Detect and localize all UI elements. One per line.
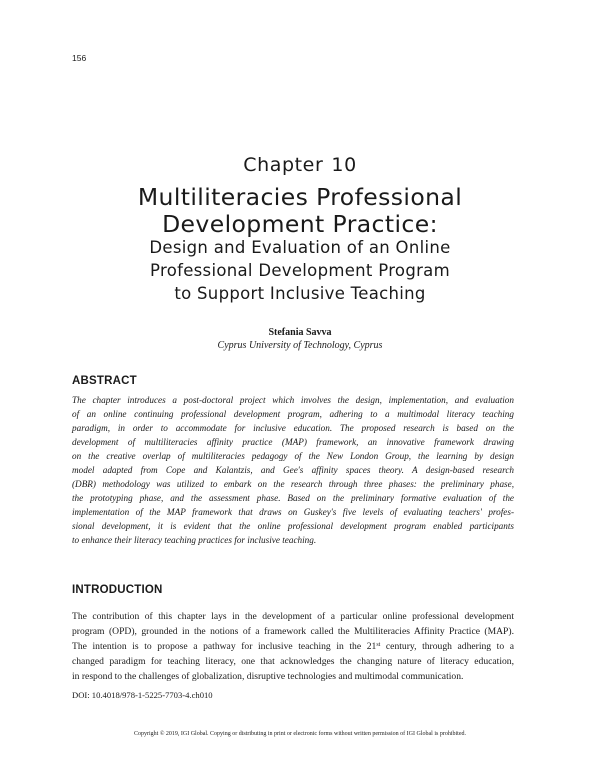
- chapter-title-line-2: Development Practice:: [162, 210, 438, 238]
- chapter-subtitle-line-3: to Support Inclusive Teaching: [174, 284, 426, 303]
- introduction-line: in respond to the challenges of globalization, disruptive technologies and multimodal communication.: [72, 671, 464, 682]
- chapter-label: [0, 154, 600, 176]
- chapter-subtitle-line-1: Design and Evaluation of an Online: [149, 238, 451, 257]
- chapter-number: 10: [331, 154, 357, 176]
- introduction-line: changed paradigm for teaching literacy, one that acknowledges the changing nature of literacy education,: [72, 656, 514, 667]
- author-affiliation: Cyprus University of Technology, Cyprus: [217, 340, 383, 351]
- ordinal-suffix: st: [376, 642, 381, 648]
- abstract-line: the prototyping phase, and the assessment phase. Based on the preliminary formative evaluation of the: [72, 493, 514, 503]
- abstract-line: (DBR) methodology was utilized to embark on the research through three phases: the preliminary phase,: [72, 479, 514, 489]
- chapter-subtitle-line-2: Professional Development Program: [150, 261, 450, 280]
- abstract-line: implementation of the MAP framework that draws on Guskey's five levels of evaluating teachers' profes-: [72, 507, 514, 517]
- introduction-line: program (OPD), grounded in the notions of a framework called the Multiliteracies Affinity Practice (MAP).: [72, 626, 514, 637]
- chapter-word: Chapter: [243, 154, 324, 176]
- abstract-line: of an online continuing professional development program, adhering to a multimodal literacy teaching: [72, 409, 514, 419]
- abstract-heading: ABSTRACT: [72, 375, 137, 387]
- doi: DOI: 10.4018/978-1-5225-7703-4.ch010: [72, 690, 213, 700]
- abstract-line: paradigm, in order to accommodate for inclusive education. The proposed research is based on the: [72, 423, 514, 433]
- abstract-line: model adapted from Cope and Kalantzis, and Gee's affinity spaces theory. A design-based research: [72, 465, 514, 475]
- introduction-line: The contribution of this chapter lays in the development of a particular online professional development: [72, 611, 514, 622]
- abstract-line: to enhance their literacy teaching practices for inclusive teaching.: [72, 535, 317, 545]
- abstract-line: on the creative overlap of multiliteracies pedagogy of the New London Group, the learning by design: [72, 451, 514, 461]
- introduction-text: The intention is to propose a pathway for inclusive teaching in the 21: [72, 641, 377, 652]
- introduction-heading: INTRODUCTION: [72, 584, 163, 596]
- chapter-title-line-1: Multiliteracies Professional: [137, 183, 463, 211]
- page-number: 156: [72, 53, 87, 63]
- introduction-line: [72, 640, 514, 653]
- introduction-text: century, through adhering to a: [380, 641, 514, 652]
- copyright-notice: Copyright © 2019, IGI Global. Copying or distributing in print or electronic forms without written permission of IGI Global is prohibited.: [133, 731, 466, 737]
- abstract-line: sional development, it is evident that the online professional development program enabled participants: [72, 521, 514, 531]
- abstract-line: development of multiliteracies affinity practice (MAP) framework, an innovative framework drawing: [72, 437, 514, 447]
- abstract-line: The chapter introduces a post-doctoral project which involves the design, implementation, and evaluation: [72, 395, 514, 405]
- author-name: Stefania Savva: [268, 327, 332, 338]
